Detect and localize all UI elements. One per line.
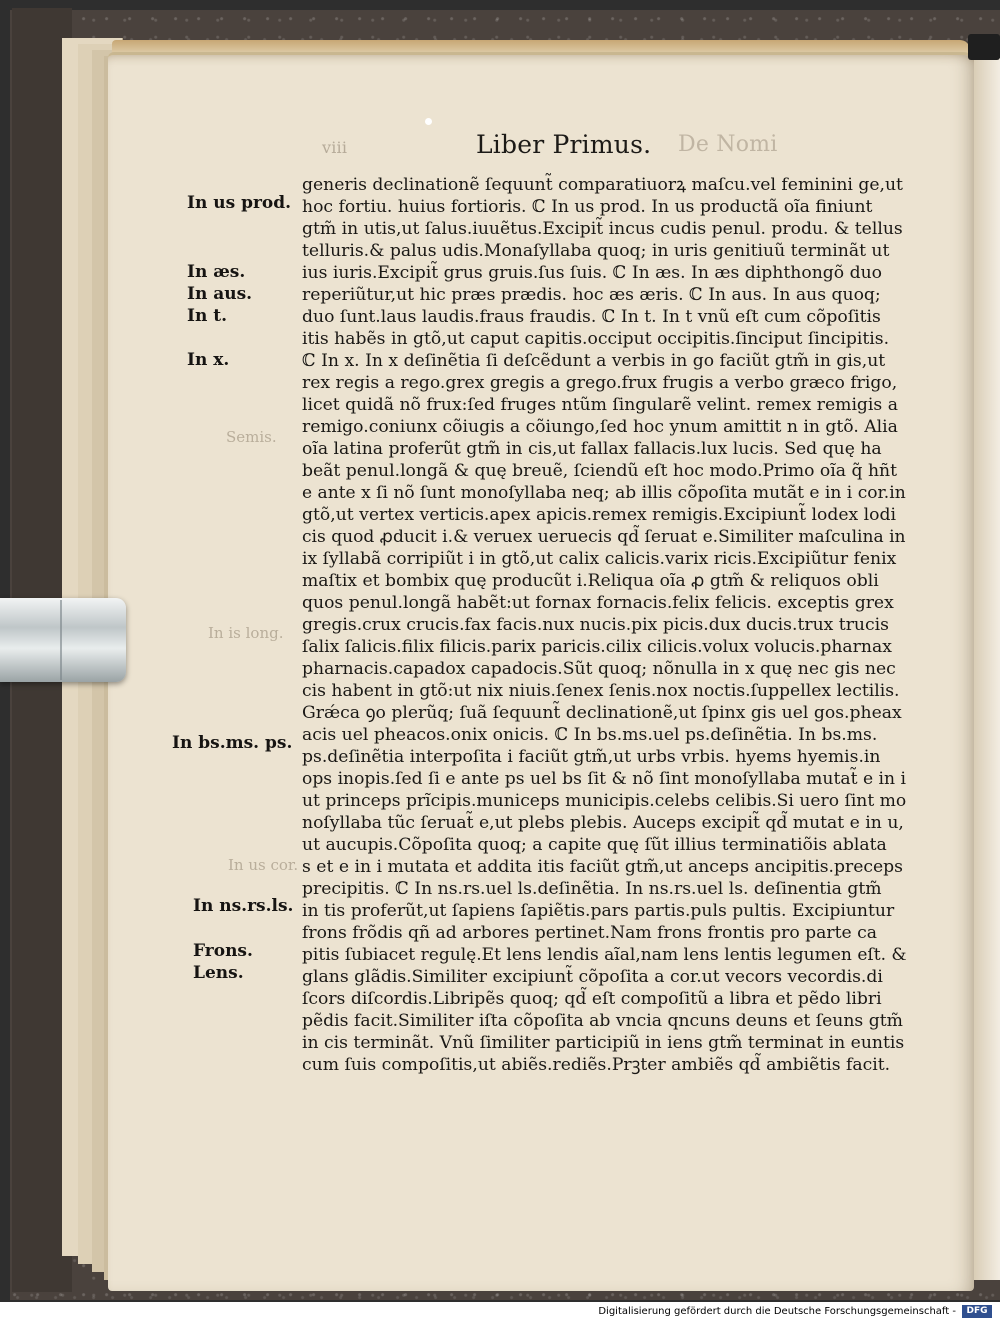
margin-note: Lens.	[193, 963, 244, 983]
text-line: gregis.crux crucis.fax facis.nux nucis.pix picis.dux ducis.trux trucis	[302, 615, 889, 635]
text-line: ut princeps prĩcipis.municeps municipis.celebs celibis.Si uero ſint mo	[302, 791, 907, 811]
dfg-logo: DFG	[962, 1305, 992, 1318]
text-line: gtõ,ut vertex verticis.apex apicis.remex remigis.Excipiunt̃ lodex lodi	[302, 505, 897, 525]
margin-note: Frons.	[193, 941, 253, 961]
bleed-through-note: In us cor.	[228, 856, 299, 874]
text-line: reperiũtur,ut hic præs prædis. hoc æs æris. ℂ In aus. In aus quoq;	[302, 285, 881, 305]
text-line: ops inopis.ſed ſi e ante ps uel bs ſit & nõ ſint monoſyllaba mutat̃ e in i	[302, 769, 907, 789]
text-line: glans glãdis.Similiter excipiunt̃ cõpoſita a cor.ut vecors vecordis.di	[302, 967, 883, 987]
margin-note: In us prod.	[187, 193, 292, 213]
text-line: in tis proferũt,ut ſapiens ſapiẽtis.pars partis.puls pultis. Excipiuntur	[302, 901, 895, 921]
text-line: in cis terminãt. Vnũ ſimiliter participiũ in iens gtm̃ terminat in euntis	[302, 1033, 905, 1053]
text-line: quos penul.longã habẽt:ut fornax fornacis.felix felicis. exceptis grex	[302, 593, 894, 613]
bleed-through-left: viii	[322, 138, 348, 157]
glass-weight	[0, 598, 126, 682]
bleed-through-right: De Nomi	[678, 132, 778, 157]
glass-weight-highlight	[60, 600, 62, 680]
margin-note: In æs.	[187, 262, 246, 282]
text-line: duo ſunt.laus laudis.fraus fraudis. ℂ In t. In t vnũ eſt cum cõpoſitis	[302, 307, 881, 327]
page-title: Liber Primus.	[476, 130, 652, 159]
text-line: maſtix et bombix quę producũt i.Reliqua oĩa ꝓ gtm̃ & reliquos obli	[302, 571, 879, 591]
footer-bar	[0, 1302, 1000, 1322]
text-line: beãt penul.longã & quę breuẽ, ſciendũ eſt hoc modo.Primo oĩa q̃ hñt	[302, 461, 897, 481]
text-line: generis declinationẽ ſequunt̃ comparatiuorꝝ maſcu.vel feminini ge,ut	[302, 175, 903, 195]
text-line: e ante x ſi nõ ſunt monoſyllaba neq; ab illis cõpoſita mutãt e in i cor.in	[302, 483, 906, 503]
text-line: pẽdis facit.Similiter iſta cõpoſita ab vncia qncuns deuns et ſeuns gtm̃	[302, 1011, 903, 1031]
text-line: ut aucupis.Cõpoſita quoq; a capite quę ſũt illius terminatiõis ablata	[302, 835, 887, 855]
text-line: hoc fortiu. huius fortioris. ℂ In us prod. In us productã oĩa finiunt	[302, 197, 873, 217]
text-line: oĩa latina proferũt gtm̃ in cis,ut fallax fallacis.lux lucis. Sed quę ha	[302, 439, 882, 459]
bleed-through-note: In is long.	[208, 624, 284, 642]
text-line: ſalix ſalicis.filix filicis.parix paricis.cilix cilicis.volux volucis.pharnax	[302, 637, 892, 657]
text-line: itis habẽs in gtõ,ut caput capitis.occiput occipitis.ſinciput ſincipitis.	[302, 329, 890, 349]
book-clip	[968, 34, 1000, 60]
text-line: ps.deſinẽtia interpoſita i faciũt gtm̃,ut urbs vrbis. hyems hyemis.in	[302, 747, 881, 767]
text-line: pharnacis.capadox capadocis.Sũt quoq; nõnulla in x quę nec gis nec	[302, 659, 896, 679]
bleed-through-note: Semis.	[226, 428, 277, 446]
text-line: precipitis. ℂ In ns.rs.uel ls.deſinẽtia. In ns.rs.uel ls. deſinentia gtm̃	[302, 879, 882, 899]
text-line: telluris.& palus udis.Monaſyllaba quoq; in uris genitiuũ terminãt ut	[302, 241, 890, 261]
text-line: rex regis a rego.grex gregis a grego.frux frugis a verbo græco frigo,	[302, 373, 898, 393]
margin-note: In t.	[187, 306, 228, 326]
funding-credit: Digitalisierung gefördert durch die Deutsche Forschungsgemeinschaft -	[598, 1306, 956, 1317]
text-line: remigo.coniunx cõiugis a cõiungo,ſed hoc ynum amittit n in gtõ. Alia	[302, 417, 898, 437]
text-line: ℂ In x. In x deſinẽtia ſi deſcẽdunt a verbis in go faciũt gtm̃ in gis,ut	[302, 351, 886, 371]
light-spot	[425, 118, 432, 125]
margin-note: In bs.ms. ps.	[172, 733, 293, 753]
text-line: cis habent in gtõ:ut nix niuis.ſenex ſenis.nox noctis.ſuppellex lectilis.	[302, 681, 900, 701]
text-line: acis uel pheacos.onix onicis. ℂ In bs.ms.uel ps.deſinẽtia. In bs.ms.	[302, 725, 878, 745]
text-line: s et e in i mutata et addita itis faciũt gtm̃,ut anceps ancipitis.preceps	[302, 857, 904, 877]
text-line: ſcors diſcordis.Libripẽs quoq; qd̃ eſt compoſitũ a libra et pẽdo libri	[302, 989, 882, 1009]
text-line: pitis ſubiacet regulę.Et lens lendis aĩal,nam lens lentis legumen eſt. &	[302, 945, 907, 965]
margin-note: In ns.rs.ls.	[193, 896, 294, 916]
text-line: cum ſuis compoſitis,ut abiẽs.rediẽs.Prꝫter ambiẽs qd̃ ambiẽtis facit.	[302, 1055, 891, 1075]
text-line: ius iuris.Excipit̃ grus gruis.ſus ſuis. ℂ In æs. In æs diphthongõ duo	[302, 263, 883, 283]
text-line: ix ſyllabã corripiũt i in gtõ,ut calix calicis.varix ricis.Excipiũtur fenix	[302, 549, 897, 569]
text-line: gtm̃ in utis,ut ſalus.iuuẽtus.Excipit̃ incus cudis penul. produ. & tellus	[302, 219, 903, 239]
text-line: cis quod ꝓducit i.& veruex ueruecis qd̃ ſeruat e.Similiter maſculina in	[302, 527, 906, 547]
margin-note: In aus.	[187, 284, 253, 304]
margin-note: In x.	[187, 350, 230, 370]
text-line: frons frõdis qñ ad arbores pertinet.Nam frons frontis pro parte ca	[302, 923, 878, 943]
text-line: Grǽca ꝯo plerũq; ſuã ſequunt̃ declinationẽ,ut ſpinx gis uel gos.pheax	[302, 703, 902, 723]
facing-page-edge	[974, 58, 1000, 1280]
text-line: noſyllaba tũc ſeruat̃ e,ut plebs plebis. Auceps excipit̃ qd̃ mutat e in u,	[302, 813, 904, 833]
text-line: licet quidã nõ frux:ſed fruges ntũm ſingularẽ velint. remex remigis a	[302, 395, 898, 415]
